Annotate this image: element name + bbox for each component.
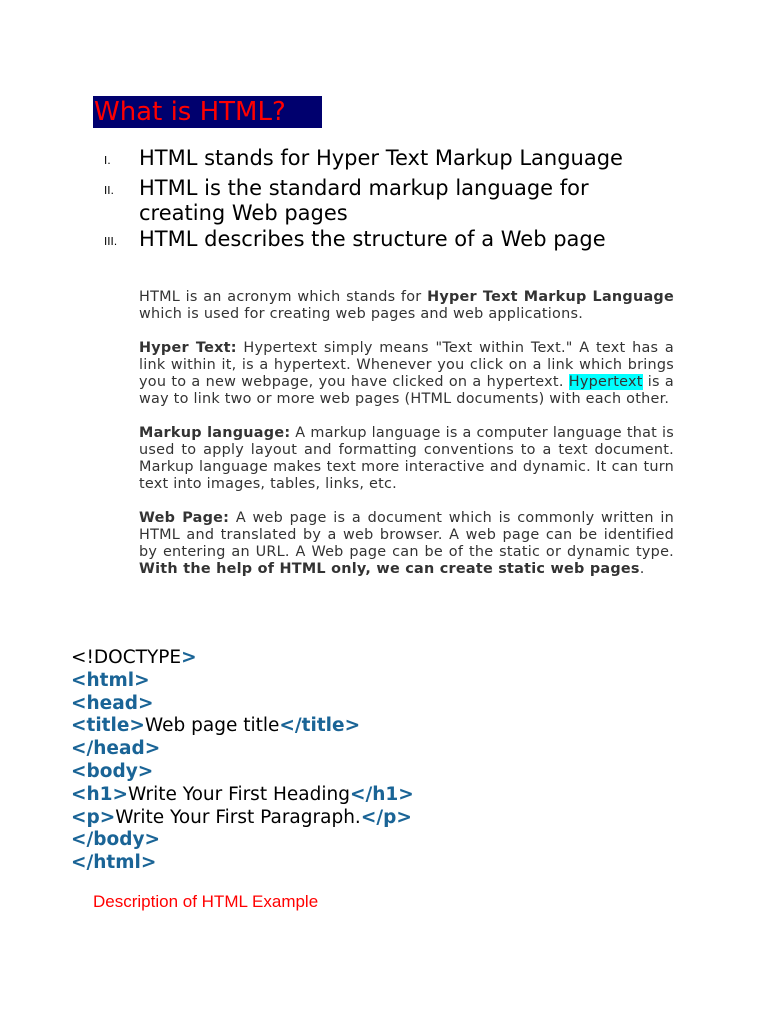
paragraph-text: which is used for creating web pages and web applications. [139,306,584,322]
code-tag: </html> [71,852,157,874]
highlighted-word: Hypertext [568,374,643,390]
paragraph-text: Hypertext simply means "Text within Text." A text has a link within it, is a hypertext. Whenever you click on a link which brings you to a new webpage, you have clicked on a hypertext. [139,340,674,390]
code-tag: <body> [71,760,154,782]
code-text: Web page title [144,715,280,737]
code-tag: </title> [279,715,361,737]
paragraph-text: HTML is an acronym which stands for [139,289,428,305]
list-item [100,146,670,175]
paragraph-text: is a way to link two or more web pages (HTML documents) with each other. [139,374,674,407]
code-text: Write Your First Heading [128,783,350,805]
paragraph-text: . [639,561,645,577]
markup-language-paragraph [139,425,674,493]
code-line [71,715,414,738]
list-number: I. [104,154,111,167]
list-item [100,227,670,256]
list-text: HTML stands for Hyper Text Markup Language [139,146,623,170]
code-line [71,852,414,875]
code-line [71,807,414,830]
list-item [100,176,670,226]
code-line [71,670,414,693]
term-label: Markup language: [139,425,291,441]
list-text: HTML describes the structure of a Web page [139,227,606,251]
hypertext-paragraph [139,340,674,408]
acronym-paragraph [139,289,674,323]
term-label: Hyper Text: [139,340,237,356]
code-text: Write Your First Paragraph. [115,806,361,828]
web-page-paragraph [139,510,674,578]
code-tag: </head> [71,738,161,760]
bold-term: Hyper Text Markup Language [427,289,674,305]
page-title: What is HTML? [93,96,322,128]
description-heading: Description of HTML Example [93,892,319,911]
code-line [71,829,414,852]
code-tag: <title> [71,715,145,737]
definition-paragraphs [139,289,674,595]
bold-sentence: With the help of HTML only, we can create static web pages [139,561,640,577]
code-tag: </p> [360,806,412,828]
code-line [71,738,414,761]
term-label: Web Page: [139,510,230,526]
code-tag: <html> [71,669,150,691]
doctype-text: <!DOCTYPE [71,647,182,668]
paragraph-text: A markup language is a computer language that is used to apply layout and formatting conventions to a text document. Markup language makes text more interactive and dynamic. It can turn text into images, tables, links, etc. [139,425,674,492]
list-number: II. [104,184,114,197]
code-line [71,693,414,716]
list-text: HTML is the standard markup language for creating Web pages [139,176,589,225]
code-line [71,761,414,784]
code-tag: </h1> [349,783,414,805]
roman-numeral-list [100,146,670,257]
code-line [71,784,414,807]
code-tag: <p> [71,806,116,828]
code-tag: > [181,647,197,668]
list-number: III. [104,235,118,248]
code-line [71,647,414,670]
code-tag: <h1> [71,783,129,805]
html-code-example [71,647,414,875]
code-tag: <head> [71,692,154,714]
paragraph-text: A web page is a document which is commonly written in HTML and translated by a web browser. A web page can be identified by entering an URL. A Web page can be of the static or dynamic type. [139,510,674,560]
code-tag: </body> [71,829,161,851]
